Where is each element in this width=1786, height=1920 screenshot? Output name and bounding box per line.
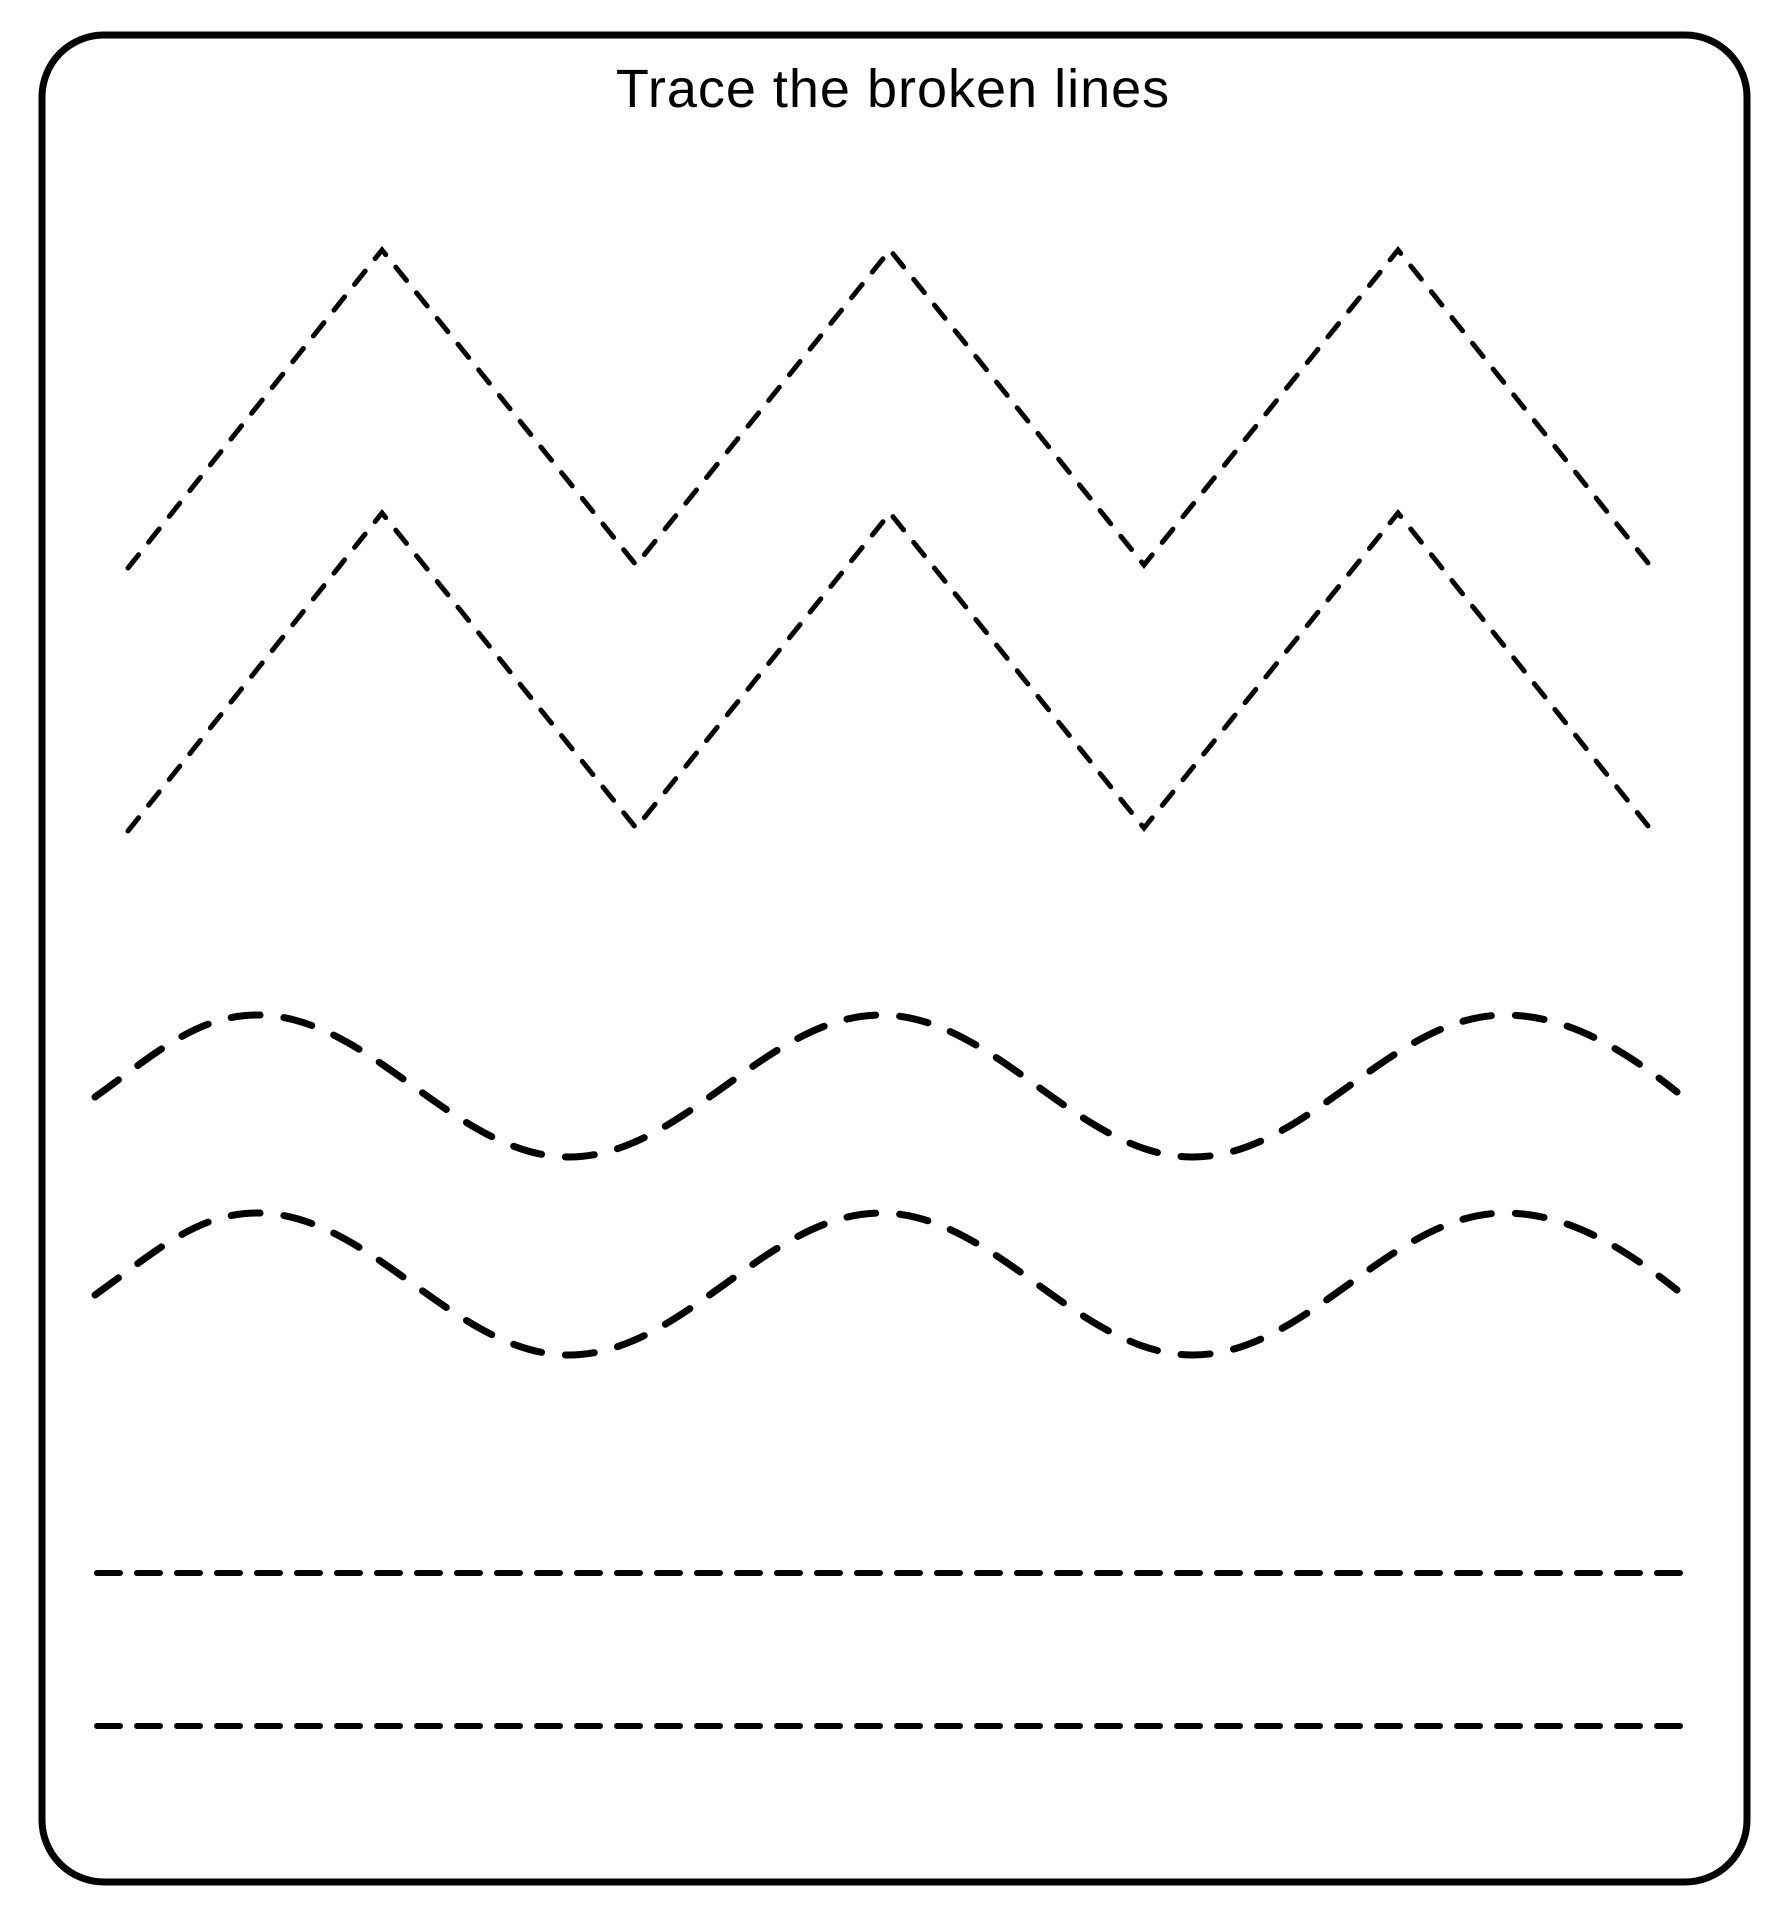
page-border (42, 35, 1747, 1882)
page-title: Trace the broken lines (615, 59, 1171, 119)
zigzag-trace-line-1 (128, 250, 1652, 568)
wave-trace-line-2 (95, 1213, 1677, 1355)
wave-trace-line-1 (95, 1015, 1677, 1157)
zigzag-trace-line-2 (128, 513, 1652, 831)
